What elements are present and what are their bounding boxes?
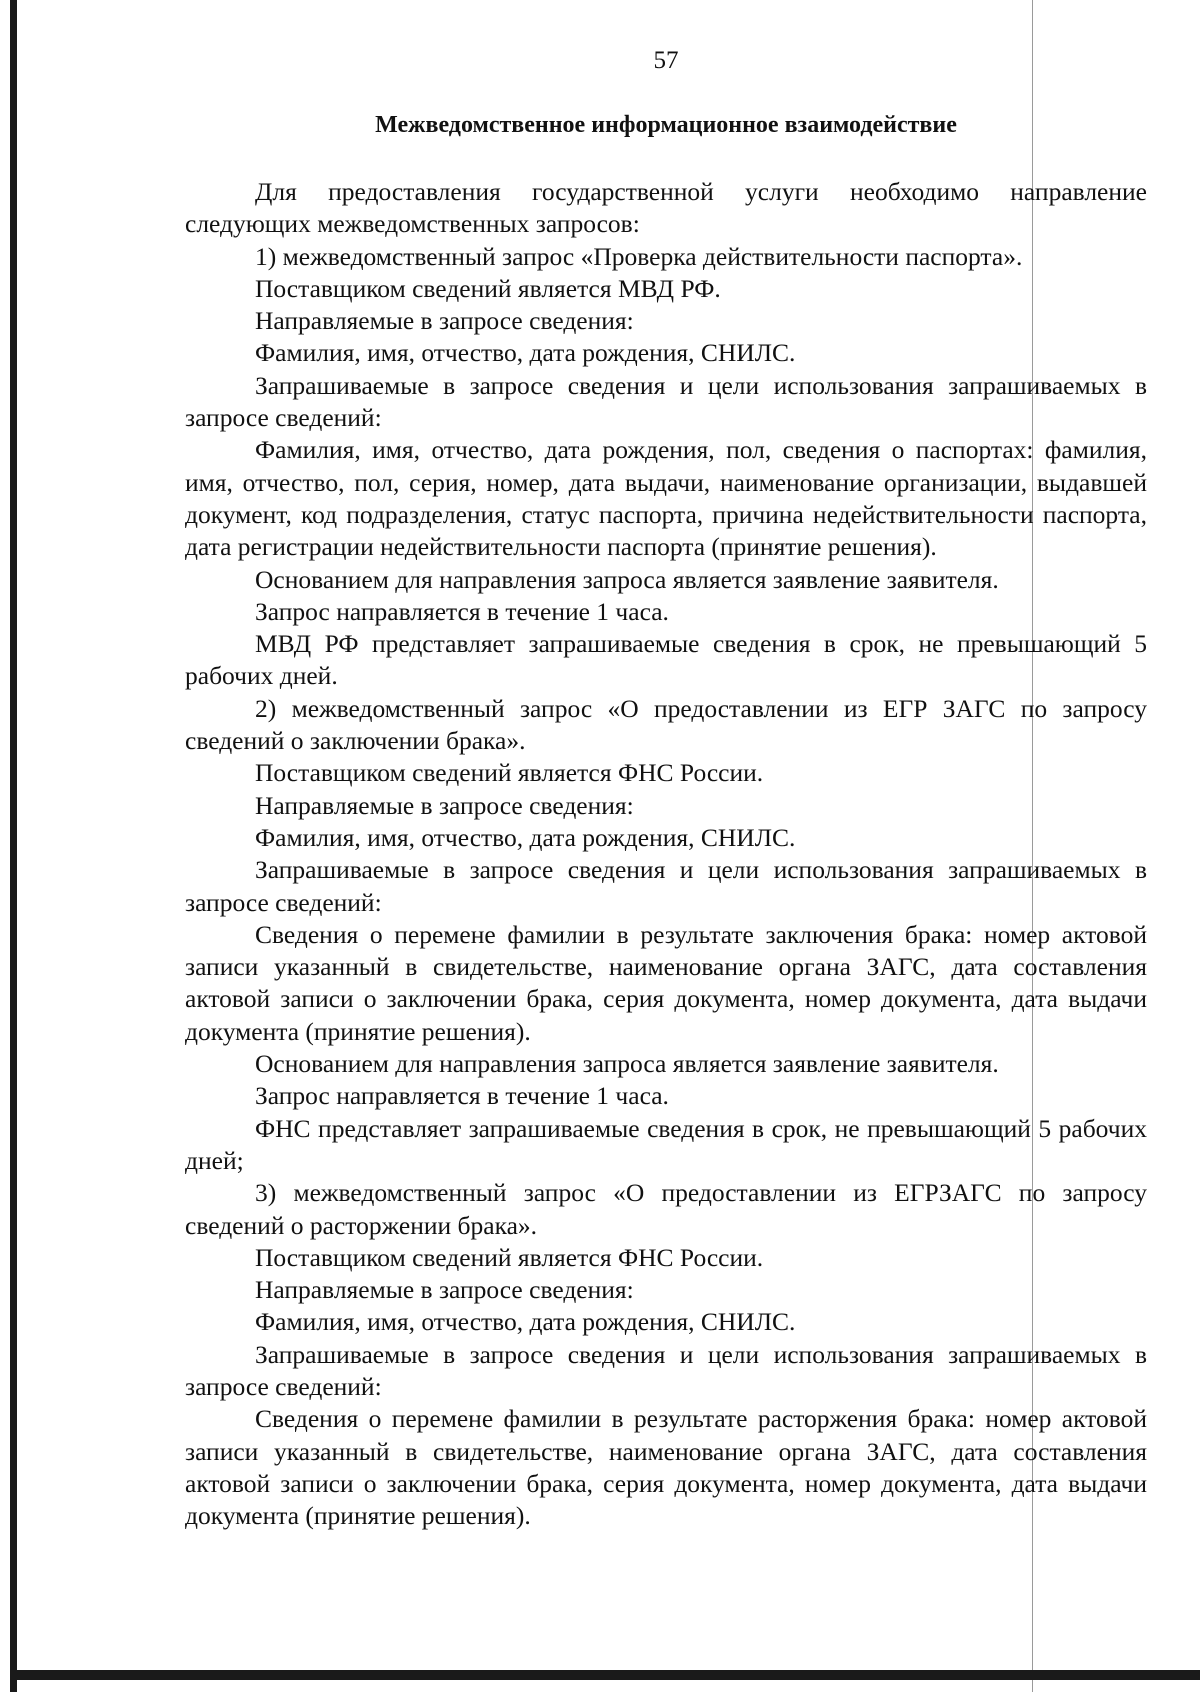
paragraph: Фамилия, имя, отчество, дата рождения, СНИЛС. [255,822,796,852]
paragraph: ФНС представляет запрашиваемые сведения в срок, не превышающий 5 рабочих дней; [185,1113,1147,1175]
paragraph: Сведения о перемене фамилии в результате расторжения брака: номер актовой записи указанный в свидетельстве, наименование органа ЗАГС, дата составления актовой записи о заключении брака, серия документа, номер документа, дата выдачи документа (принятие решения). [185,1404,1147,1531]
paragraph: Фамилия, имя, отчество, дата рождения, СНИЛС. [255,338,796,368]
paragraph: 1) межведомственный запрос «Проверка действительности паспорта». [255,241,1023,271]
paragraph: Поставщиком сведений является ФНС России. [255,758,764,788]
paragraph: Поставщиком сведений является ФНС России. [255,1242,764,1272]
paragraph: Запрашиваемые в запросе сведения и цели использования запрашиваемых в запросе сведений: [185,1339,1147,1401]
paragraph: Фамилия, имя, отчество, дата рождения, СНИЛС. [255,1307,796,1337]
paragraph: 2) межведомственный запрос «О предоставлении из ЕГР ЗАГС по запросу сведений о заключении брака». [185,693,1147,756]
paragraph: Запрос направляется в течение 1 часа. [255,1081,669,1111]
paragraph: Направляемые в запросе сведения: [255,790,634,820]
document-body [185,176,1147,1532]
paragraph: Запрос направляется в течение 1 часа. [255,596,669,626]
paragraph: Основанием для направления запроса является заявление заявителя. [255,1049,999,1079]
scan-left-border [10,0,17,1692]
paragraph: Сведения о перемене фамилии в результате заключения брака: номер актовой записи указанный в свидетельстве, наименование органа ЗАГС, дата составления актовой записи о заключении брака, серия документа, номер документа, дата выдачи документа (принятие решения). [185,919,1147,1046]
scan-bottom-border [10,1670,1200,1680]
paragraph: 3) межведомственный запрос «О предоставлении из ЕГРЗАГС по запросу сведений о расторжении брака». [185,1178,1147,1240]
page-title: Межведомственное информационное взаимодействие [375,112,957,138]
page-number: 57 [653,47,679,74]
paragraph: Направляемые в запросе сведения: [255,306,634,336]
paragraph: Фамилия, имя, отчество, дата рождения, пол, сведения о паспортах: фамилия, имя, отчество, пол, серия, номер, дата выдачи, наименование организации, выдавшей документ, код подразделения, статус паспорта, причина недействительности паспорта, дата регистрации недействительности паспорта (принятие решения). [185,435,1147,562]
paragraph: Основанием для направления запроса является заявление заявителя. [255,564,999,594]
paragraph: Запрашиваемые в запросе сведения и цели использования запрашиваемых в запросе сведений: [185,855,1147,917]
paragraph: МВД РФ представляет запрашиваемые сведения в срок, не превышающий 5 рабочих дней. [185,629,1147,691]
paragraph: Поставщиком сведений является МВД РФ. [255,273,721,303]
paragraph: Запрашиваемые в запросе сведения и цели использования запрашиваемых в запросе сведений: [185,370,1147,433]
paragraph: Направляемые в запросе сведения: [255,1275,634,1305]
paragraph: Для предоставления государственной услуги необходимо направление следующих межведомственных запросов: [185,177,1147,239]
